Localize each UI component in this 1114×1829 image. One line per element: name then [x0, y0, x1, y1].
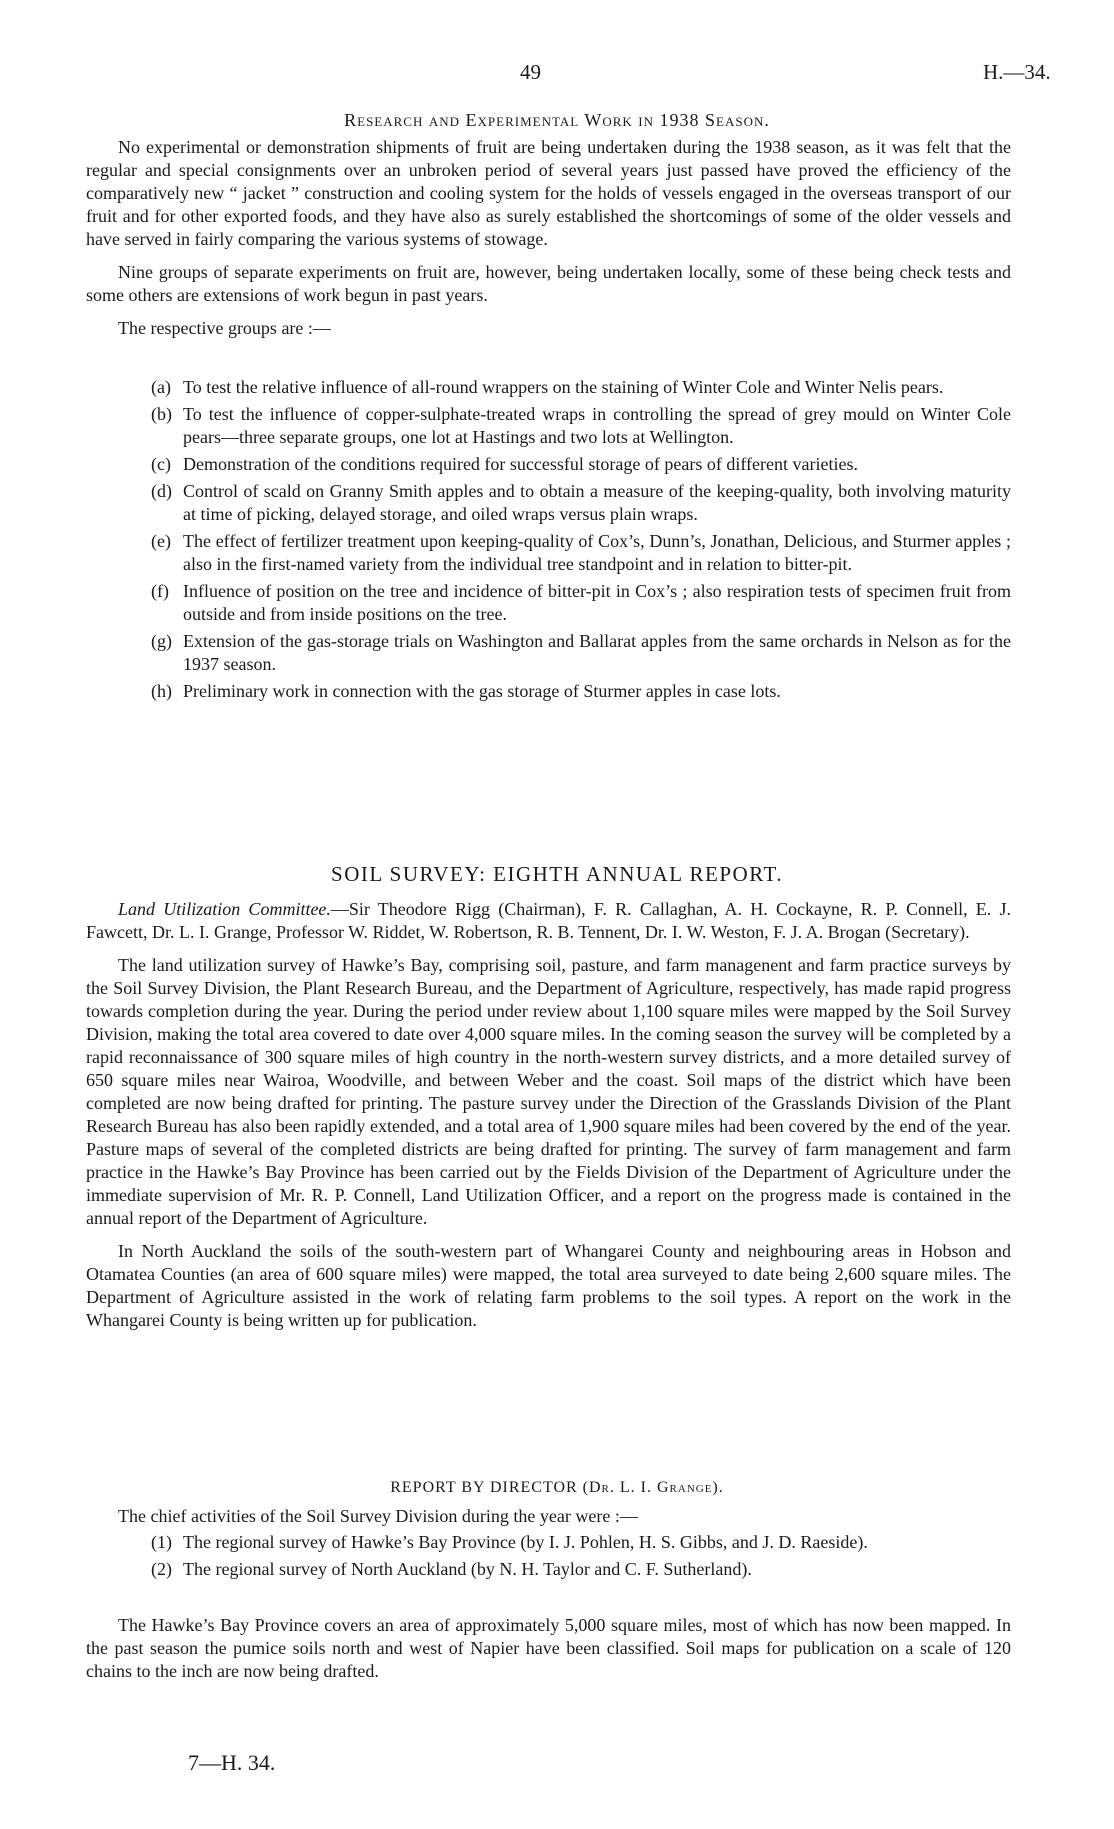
experiment-list	[151, 376, 1011, 707]
item-text: The regional survey of Hawke’s Bay Province (by I. J. Pohlen, H. S. Gibbs, and J. D. Raeside).	[183, 1532, 868, 1552]
list-item	[151, 376, 1011, 399]
item-label: (2)	[151, 1559, 172, 1579]
list-item	[151, 403, 1011, 449]
item-text: Extension of the gas-storage trials on Washington and Ballarat apples from the same orchards in Nelson as for the 1937 season.	[183, 631, 1011, 674]
committee-members: —Sir Theodore Rigg (Chairman), F. R. Callaghan, A. H. Cockayne, R. P. Connell, E. J. Fawcett, Dr. L. I. Grange, Professor W. Riddet, W. Robertson, R. B. Tennent, Dr. I. W. Weston, F. J. A. Brogan (Secretary).	[86, 899, 1011, 942]
page-number: 49	[520, 60, 541, 84]
item-label: (h)	[151, 681, 172, 701]
item-text: The effect of fertilizer treatment upon keeping-quality of Cox’s, Dunn’s, Jonathan, Delicious, and Sturmer apples ; also in the first-named variety from the individual tree standpoint and in relation to bitter-pit.	[183, 531, 1011, 574]
list-item	[151, 1558, 1011, 1581]
soil-paragraph: In North Auckland the soils of the south-western part of Whangarei County and neighbouring areas in Hobson and Otamatea Counties (an area of 600 square miles) were mapped, the total area surveyed to date being 2,600 square miles. The Department of Agriculture assisted in the work of relating farm problems to the soil types. A report on the work in the Whangarei County is being written up for publication.	[86, 1241, 1011, 1330]
item-label: (d)	[151, 481, 172, 501]
item-text: Influence of position on the tree and incidence of bitter-pit in Cox’s ; also respiration tests of specimen fruit from outside and from inside positions on the tree.	[183, 581, 1011, 624]
director-closing	[86, 1614, 1011, 1683]
director-intro	[86, 1505, 1011, 1528]
research-paragraph: Nine groups of separate experiments on fruit are, however, being undertaken locally, some of these being check tests and some others are extensions of work begun in past years.	[86, 262, 1011, 305]
item-label: (f)	[151, 581, 169, 601]
item-text: Demonstration of the conditions required for successful storage of pears of different varieties.	[183, 454, 858, 474]
item-text: To test the relative influence of all-round wrappers on the staining of Winter Cole and Winter Nelis pears.	[183, 377, 944, 397]
list-item	[151, 680, 1011, 703]
list-item	[151, 530, 1011, 576]
director-title-text: REPORT BY DIRECTOR	[390, 1479, 578, 1496]
director-title-name: (Dr. L. I. Grange).	[582, 1479, 724, 1496]
page-signature: 7—H. 34.	[188, 1750, 276, 1775]
list-item	[151, 453, 1011, 476]
list-item	[151, 480, 1011, 526]
item-label: (1)	[151, 1532, 172, 1552]
activity-list	[151, 1531, 1011, 1585]
director-report-title	[0, 1479, 1114, 1497]
research-paragraph: No experimental or demonstration shipments of fruit are being undertaken during the 1938 season, as it was felt that the regular and special consignments over an unbroken period of several years just passed have proved the efficiency of the comparatively new “ jacket ” construction and cooling system for the holds of vessels engaged in the overseas transport of our fruit and for other exported foods, and they have also as surely established the shortcomings of some of the older vessels and have served in fairly comparing the various systems of stowage.	[86, 137, 1011, 249]
item-text: To test the influence of copper-sulphate-treated wraps in controlling the spread of grey mould on Winter Cole pears—three separate groups, one lot at Hastings and two lots at Wellington.	[183, 404, 1011, 447]
item-text: Control of scald on Granny Smith apples and to obtain a measure of the keeping-quality, both involving maturity at time of picking, delayed storage, and oiled wraps versus plain wraps.	[183, 481, 1011, 524]
item-text: The regional survey of North Auckland (by N. H. Taylor and C. F. Sutherland).	[183, 1559, 752, 1579]
soil-survey-body	[86, 898, 1011, 1332]
research-intro	[86, 136, 1011, 340]
item-label: (g)	[151, 631, 172, 651]
list-item	[151, 580, 1011, 626]
item-label: (b)	[151, 404, 172, 424]
list-item	[151, 630, 1011, 676]
soil-survey-title: SOIL SURVEY: EIGHTH ANNUAL REPORT.	[331, 862, 783, 886]
research-paragraph: The respective groups are :—	[118, 318, 331, 338]
item-label: (a)	[151, 377, 171, 397]
item-text: Preliminary work in connection with the gas storage of Sturmer apples in case lots.	[183, 681, 781, 701]
document-reference: H.—34.	[983, 60, 1051, 84]
item-label: (c)	[151, 454, 171, 474]
list-item	[151, 1531, 1011, 1554]
soil-paragraph: The land utilization survey of Hawke’s Bay, comprising soil, pasture, and farm managenent and farm practice surveys by the Soil Survey Division, the Plant Research Bureau, and the Department of Agriculture, respectively, has made rapid progress towards completion during the year. During the period under review about 1,100 square miles were mapped by the Soil Survey Division, making the total area covered to date over 4,000 square miles. In the coming season the survey will be completed by a rapid reconnaissance of 300 square miles of high country in the north-western survey districts, and a more detailed survey of 650 square miles near Wairoa, Woodville, and between Weber and the coast. Soil maps of the district which have been completed are now being drafted for printing. The pasture survey under the Direction of the Grasslands Division of the Plant Research Bureau has also been rapidly extended, and a total area of 1,900 square miles had been covered by the end of the year. Pasture maps of several of the completed districts are being drafted for printing. The survey of farm management and farm practice in the Hawke’s Bay Province has been carried out by the Fields Division of the Department of Agriculture under the immediate supervision of Mr. R. P. Connell, Land Utilization Officer, and a report on the progress made is contained in the annual report of the Department of Agriculture.	[86, 955, 1011, 1228]
committee-label: Land Utilization Committee.	[118, 899, 331, 919]
research-section-title: Research and Experimental Work in 1938 Season.	[344, 110, 770, 130]
director-intro-text: The chief activities of the Soil Survey Division during the year were :—	[118, 1506, 638, 1526]
item-label: (e)	[151, 531, 171, 551]
director-closing-text: The Hawke’s Bay Province covers an area of approximately 5,000 square miles, most of which has now been mapped. In the past season the pumice soils north and west of Napier have been classified. Soil maps for publication on a scale of 120 chains to the inch are now being drafted.	[86, 1615, 1011, 1681]
